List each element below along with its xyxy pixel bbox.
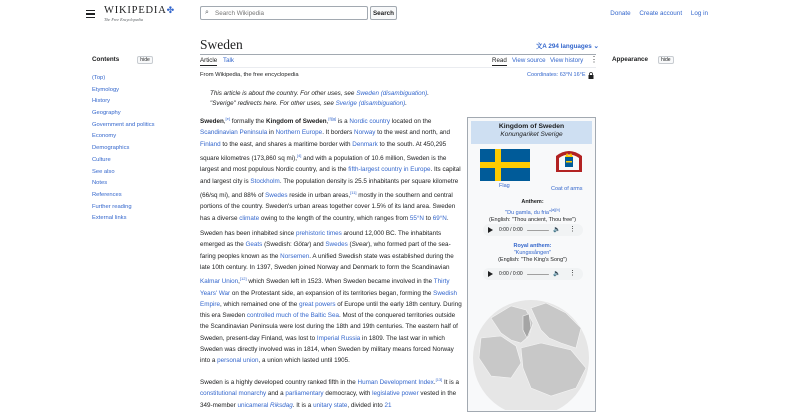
globe-icon: ✤ (166, 5, 175, 15)
infobox-header (471, 121, 592, 144)
flag-caption[interactable]: Flag (499, 183, 510, 189)
search-button[interactable]: Search (370, 6, 397, 20)
audio-time: 0:00 / 0:00 (499, 271, 523, 277)
hatnote: This article is about the country. For other uses, see Sweden (disambiguation). "Sverige" redirects here. For other uses, see Sverige (disambiguation). (210, 90, 429, 107)
location-map-image[interactable] (471, 288, 592, 410)
anthem-note[interactable]: [a][b] (550, 207, 560, 212)
language-button[interactable]: 文A 294 languages ⌄ (536, 43, 599, 50)
lead-paragraph-1: Sweden,[e] formally the Kingdom of Sweden,[f][g] is a Nordic country located on the Scandinavian Peninsula in Northern Europe. It borders Norway to the west and north, and Finland to the east, and shares a maritime border with Denmark to the south. At 450,295 square kilometres (173,860 sq mi),[4] and with a population of 10.6 million, Sweden is the largest and most populous Nordic country, and is the fifth-largest country in Europe. Its capital and largest city is Stockholm. The population density is 25.5 inhabitants per square kilometre (66/sq mi), and 88% of Swedes reside in urban areas,[11] mostly in the southern and central portions of the country. Sweden's urban areas together cover 1.5% of its land area. Sweden has a diverse climate owing to the length of the country, which ranges from 55°N to 69°N. (200, 116, 461, 222)
royal-anthem-english: (English: "The King's Song") (498, 257, 567, 263)
royal-anthem-block (468, 243, 597, 264)
audio-more-icon[interactable]: ⋮ (569, 226, 576, 233)
anthem-audio-player[interactable] (483, 224, 583, 236)
log-in-link[interactable]: Log in (690, 10, 708, 17)
lock-icon (588, 72, 594, 79)
anthem-link[interactable]: "Du gamla, du fria" (505, 209, 551, 216)
lead-paragraph-3: Sweden is a highly developed country ranked fifth in the Human Development Index.[13] It is a constitutional monarchy and a parliamentary democracy, with legislative power vested in the 349-member unicameral Riksdag. It is a unitary state, divided into 21 (200, 377, 460, 409)
infobox-country-name: Kingdom of Sweden (498, 123, 565, 130)
toc-item-see-also[interactable]: See also (92, 168, 115, 175)
toc-item-etymology[interactable]: Etymology (92, 86, 120, 93)
anthem-block (468, 199, 597, 224)
infobox-native-name: Konungariket Sverige (500, 131, 563, 138)
audio-progress[interactable] (527, 274, 549, 276)
coordinates[interactable]: Coordinates: 63°N 16°E (527, 72, 586, 78)
appearance-heading: Appearance (612, 56, 649, 63)
infobox (467, 117, 596, 412)
play-icon[interactable] (488, 227, 493, 233)
flag-image[interactable] (480, 149, 530, 181)
main-menu-icon[interactable] (86, 10, 95, 18)
royal-anthem-audio-player[interactable] (483, 268, 583, 280)
toc-item-references[interactable]: References (92, 191, 122, 198)
sverige-disambiguation-link[interactable]: Sverige (disambiguation) (335, 100, 406, 107)
royal-anthem-label[interactable]: Royal anthem: (513, 243, 552, 249)
toc-item-history[interactable]: History (92, 98, 111, 105)
coat-of-arms-caption[interactable]: Coat of arms (551, 186, 583, 192)
title-divider (200, 54, 596, 55)
royal-anthem-link[interactable]: "Kungssången" (513, 250, 552, 256)
tab-read[interactable]: Read (492, 57, 507, 64)
coat-of-arms-image[interactable] (554, 148, 584, 174)
wikipedia-logo[interactable]: WIKIPEDIA✤ (104, 5, 175, 16)
disambiguation-link[interactable]: Sweden (disambiguation) (356, 90, 428, 97)
toc-item-further-reading[interactable]: Further reading (92, 203, 132, 210)
site-header (0, 0, 800, 30)
tab-talk[interactable]: Talk (223, 57, 235, 64)
chevron-down-icon: ⌄ (593, 43, 599, 50)
toc-item-government[interactable]: Government and politics (92, 121, 155, 128)
table-of-contents (92, 56, 182, 225)
donate-link[interactable]: Donate (610, 10, 631, 17)
user-links (603, 10, 708, 17)
site-sub: From Wikipedia, the free encyclopedia (200, 72, 299, 78)
tab-article[interactable]: Article (200, 57, 218, 64)
tabs-divider (200, 67, 596, 68)
search-box[interactable] (200, 6, 368, 20)
volume-icon[interactable]: 🔈 (553, 227, 561, 233)
appearance-panel (612, 56, 674, 64)
toc-hide-button[interactable]: hide (137, 56, 152, 64)
toc-item-demographics[interactable]: Demographics (92, 145, 130, 152)
toc-item-top[interactable]: (Top) (92, 75, 106, 81)
play-icon[interactable] (488, 271, 493, 277)
toc-item-external-links[interactable]: External links (92, 215, 127, 222)
search-icon: ⌕ (205, 9, 209, 16)
audio-progress[interactable] (527, 230, 549, 232)
toc-item-culture[interactable]: Culture (92, 156, 111, 163)
toc-item-economy[interactable]: Economy (92, 133, 117, 140)
tab-view-history[interactable]: View history (550, 57, 584, 64)
tab-view-source[interactable]: View source (512, 57, 546, 64)
toc-item-notes[interactable]: Notes (92, 180, 108, 187)
toc-heading: Contents (92, 56, 120, 63)
audio-more-icon[interactable]: ⋮ (569, 270, 576, 277)
anthem-english: (English: "Thou ancient, Thou free") (489, 216, 576, 223)
translate-icon: 文A (536, 43, 547, 50)
more-actions-icon[interactable]: ⋮ (590, 55, 598, 64)
create-account-link[interactable]: Create account (639, 10, 683, 17)
appearance-hide-button[interactable]: hide (658, 56, 673, 64)
page-title: Sweden (200, 37, 243, 52)
lead-paragraph-2: Sweden has been inhabited since prehistoric times around 12,000 BC. The inhabitants emerged as the Geats (Swedish: Götar) and Swedes (Svear), who formed part of the sea-faring peoples known as the Norsemen. A unified Swedish state was established during the late 10th century. In 1397, Sweden joined Norway and Denmark to form the Scandinavian Kalmar Union,[12] which Sweden left in 1523. When Sweden became involved in the Thirty Years' War on the Protestant side, an expansion of its territories began, forming the Swedish Empire, which remained one of the great powers of Europe until the early 18th century. During this era Sweden controlled much of the Baltic Sea. Most of the conquered territories outside the Scandinavian Peninsula were lost during the 18th and 19th centuries. The eastern half of Sweden, present-day Finland, was lost to Imperial Russia in 1809. The last war in which Sweden was directly involved was in 1814, when Sweden by military means forced Norway into a personal union, a union which lasted until 1905. (200, 230, 462, 365)
volume-icon[interactable]: 🔈 (553, 271, 561, 277)
anthem-label: Anthem: (521, 199, 544, 205)
search-input[interactable] (215, 9, 365, 18)
tagline: The Free Encyclopedia (104, 17, 143, 22)
audio-time: 0:00 / 0:00 (499, 227, 523, 233)
toc-item-geography[interactable]: Geography (92, 110, 121, 117)
